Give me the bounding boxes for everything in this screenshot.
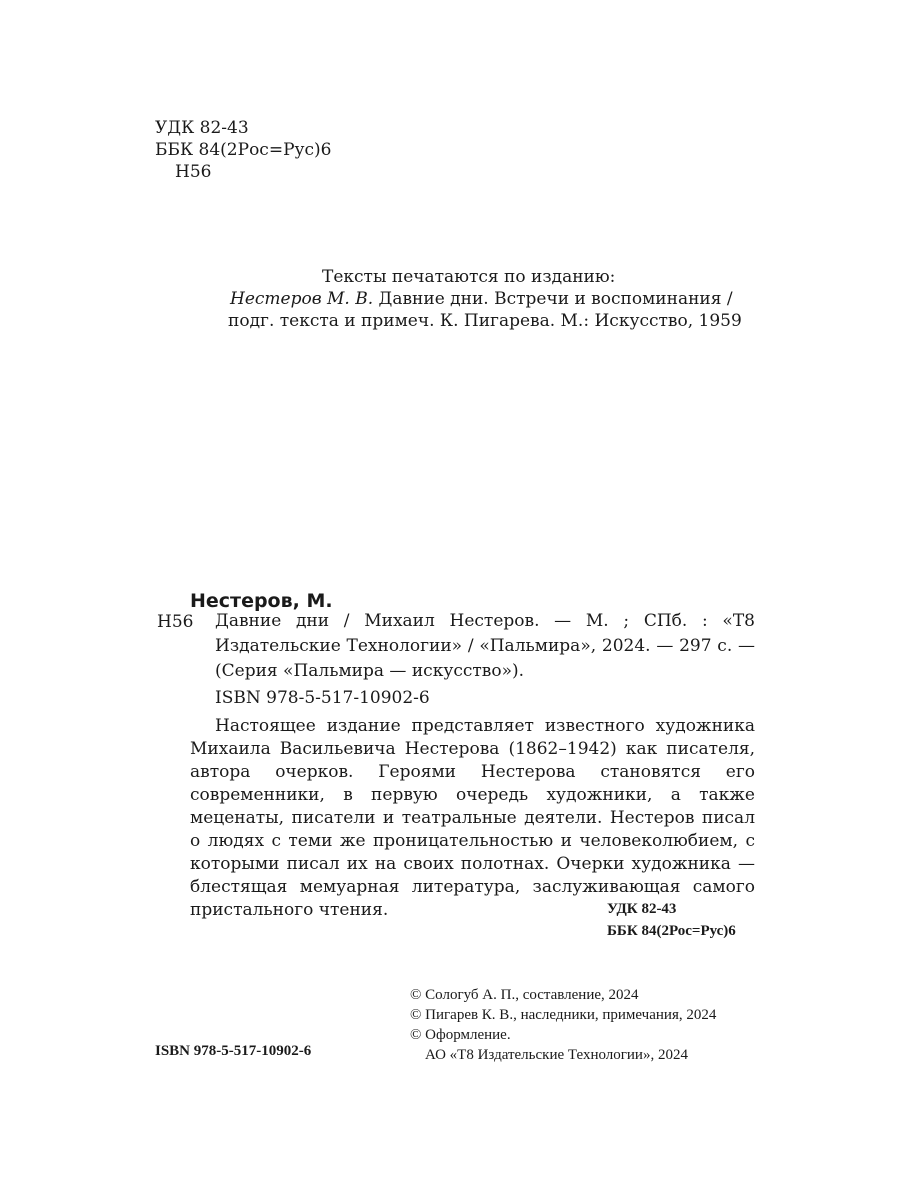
udk-code: УДК 82-43 <box>155 118 249 138</box>
annotation: Настоящее издание представляет известного художника Михаила Васильевича Нестерова (1862–1942) как писателя, автора очерков. Героями Нестерова становятся его современники, в первую очередь художники, а также меценаты, писатели и театральные деятели. Нестеров писал о людях с теми же проницательностью и человеколюбием, с которыми писал их на своих полотнах. Очерки художника — блестящая мемуарная литература, заслуживающая самого пристального чтения. <box>190 716 755 920</box>
source-publication: подг. текста и примеч. К. Пигарева. М.: Искусство, 1959 <box>228 311 742 331</box>
udk-code-bottom: УДК 82-43 <box>607 901 677 917</box>
catalog-author-heading: Нестеров, М. <box>190 590 333 612</box>
classification-block-bottom <box>607 898 736 942</box>
copyright-line: © Сологуб А. П., составление, 2024 <box>410 987 639 1003</box>
bibliographic-description: Давние дни / Михаил Нестеров. — М. ; СПб. : «Т8 Издательские Технологии» / «Пальмира», 2024. — 297 с. — (Серия «Пальмира — искусство»). <box>215 611 755 681</box>
source-citation-line <box>230 287 733 311</box>
author-mark: Н56 <box>175 162 212 182</box>
copyright-line: © Пигарев К. В., наследники, примечания, 2024 <box>410 1007 717 1023</box>
bbk-code-bottom: ББК 84(2Рос=Рус)6 <box>607 923 736 939</box>
copyright-block <box>410 985 716 1065</box>
source-title: Давние дни. Встречи и воспоминания / <box>373 289 733 309</box>
source-intro: Тексты печатаются по изданию: <box>322 267 616 287</box>
classification-block-top <box>155 117 331 183</box>
copyright-line: © Оформление. <box>410 1027 511 1043</box>
isbn-main: ISBN 978-5-517-10902-6 <box>215 688 430 708</box>
catalog-author-mark: Н56 <box>157 612 194 632</box>
copyright-line: АО «Т8 Издательские Технологии», 2024 <box>425 1047 688 1063</box>
bbk-code: ББК 84(2Рос=Рус)6 <box>155 140 332 160</box>
isbn-bottom: ISBN 978-5-517-10902-6 <box>155 1043 312 1059</box>
source-author: Нестеров М. В. <box>230 289 374 309</box>
